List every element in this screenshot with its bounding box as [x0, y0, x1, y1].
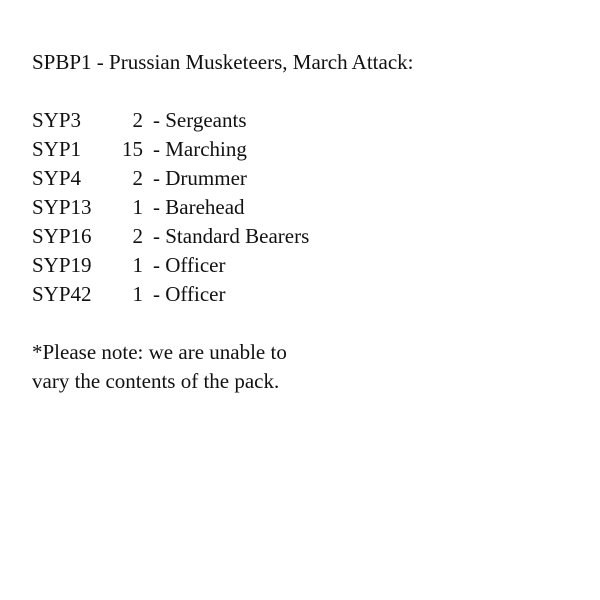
pack-item-row	[32, 135, 572, 164]
item-code: SYP1	[32, 137, 82, 161]
pack-item-row	[32, 222, 572, 251]
item-description: - Drummer	[153, 166, 247, 190]
item-code: SYP16	[32, 224, 92, 248]
pack-note	[32, 338, 572, 396]
item-description: - Barehead	[153, 195, 245, 219]
item-code: SYP3	[32, 108, 82, 132]
pack-item-row	[32, 251, 572, 280]
pack-item-row	[32, 164, 572, 193]
item-quantity: 1	[132, 195, 143, 219]
item-code: SYP4	[32, 166, 82, 190]
pack-contents-document	[32, 48, 572, 396]
pack-item-row	[32, 193, 572, 222]
pack-item-row	[32, 280, 572, 309]
item-quantity: 2	[132, 224, 143, 248]
item-code: SYP42	[32, 282, 92, 306]
note-line: vary the contents of the pack.	[32, 369, 280, 393]
item-description: - Standard Bearers	[153, 224, 310, 248]
item-quantity: 2	[132, 166, 143, 190]
pack-title: SPBP1 - Prussian Musketeers, March Attack:	[32, 50, 414, 74]
item-description: - Sergeants	[153, 108, 247, 132]
item-description: - Officer	[153, 282, 226, 306]
item-description: - Marching	[153, 137, 247, 161]
item-description: - Officer	[153, 253, 226, 277]
item-quantity: 15	[122, 137, 143, 161]
item-quantity: 1	[132, 253, 143, 277]
item-code: SYP19	[32, 253, 92, 277]
pack-items-list	[32, 106, 572, 309]
item-code: SYP13	[32, 195, 92, 219]
item-quantity: 1	[132, 282, 143, 306]
pack-item-row	[32, 106, 572, 135]
item-quantity: 2	[132, 108, 143, 132]
note-line: *Please note: we are unable to	[32, 340, 287, 364]
